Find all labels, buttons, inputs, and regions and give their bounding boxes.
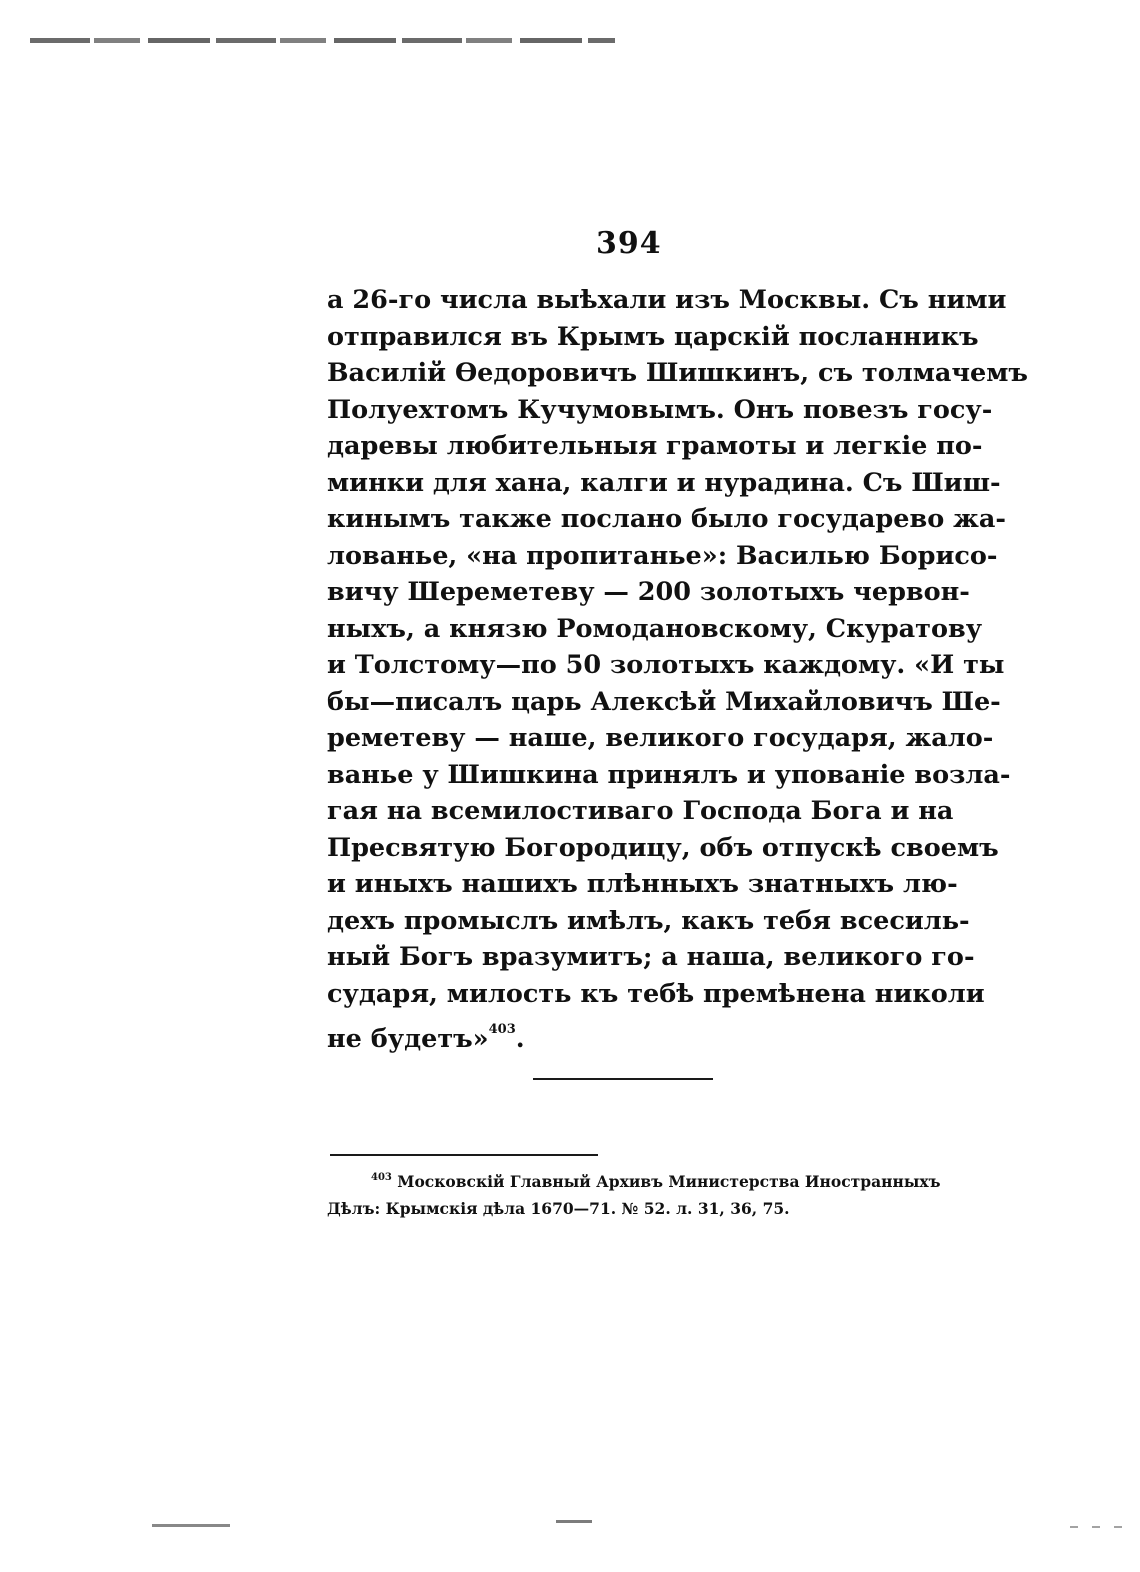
footnote-text-2: Дѣлъ: Крымскія дѣла 1670—71. № 52. л. 31, 36, 75. [327,1199,790,1218]
scan-edge-artifact-bottom [556,1520,592,1523]
text-line: кинымъ также послано было государево жа- [327,504,1006,534]
text-line: отправился въ Крымъ царскій посланникъ [327,321,979,352]
footnote-line [327,1195,919,1222]
text-line-last: не будетъ»$^{403}$. [327,1022,525,1054]
text-line: лованье, «на пропитанье»: Василью Борисо- [327,540,998,571]
text-line: бы—писалъ царь Алексѣй Михайловичъ Ше- [327,686,1001,717]
footnote [327,1164,941,1222]
footnote-text-1: Московскій Главный Архивъ Министерства Иностранныхъ [397,1172,941,1191]
text-line: сударя, милость къ тебѣ премѣнена николи [327,978,985,1009]
text-line: Василій Ѳедоровичъ Шишкинъ, съ толмачемъ [327,358,1028,388]
text-line: гая на всемилостиваго Господа Бога и на [327,796,954,826]
footnote-mark: 403 [371,1172,392,1183]
text-line: реметеву — наше, великого государя, жало- [327,723,994,753]
text-line: а 26-го числа выѣхали изъ Москвы. Съ ними [327,285,1007,315]
footnote-line [327,1164,941,1195]
scan-edge-artifact-bottom [152,1524,230,1527]
text-line: Полуехтомъ Кучумовымъ. Онъ повезъ госу- [327,394,993,425]
page-number: 394 [596,226,662,261]
section-divider [533,1078,713,1080]
text-line: Пресвятую Богородицу, объ отпускѣ своемъ [327,832,999,863]
body-text [327,282,1028,1054]
scan-edge-artifact-top [30,38,615,43]
text-line: дехъ промыслъ имѣлъ, какъ тебя всесиль- [327,905,970,936]
text-line: минки для хана, калги и нурадина. Съ Шиш- [327,467,1001,498]
text-line: даревы любительныя грамоты и легкіе по- [327,431,983,461]
text-line: ванье у Шишкина принялъ и упованіе возла- [327,759,1011,790]
footnote-divider [330,1154,598,1156]
text-line: вичу Шереметеву — 200 золотыхъ червон- [327,577,970,607]
text-line: ныхъ, а князю Ромодановскому, Скуратову [327,613,983,644]
footnote-reference[interactable]: 403 [488,1022,516,1037]
text-line: и иныхъ нашихъ плѣнныхъ знатныхъ лю- [327,869,958,899]
text-line: ный Богъ вразумитъ; а наша, великого го- [327,942,975,972]
text-line: и Толстому—по 50 золотыхъ каждому. «И ты [327,650,1005,680]
scan-edge-artifact-bottom [1070,1526,1125,1528]
text-line-last-content: не будетъ» [327,1024,489,1054]
